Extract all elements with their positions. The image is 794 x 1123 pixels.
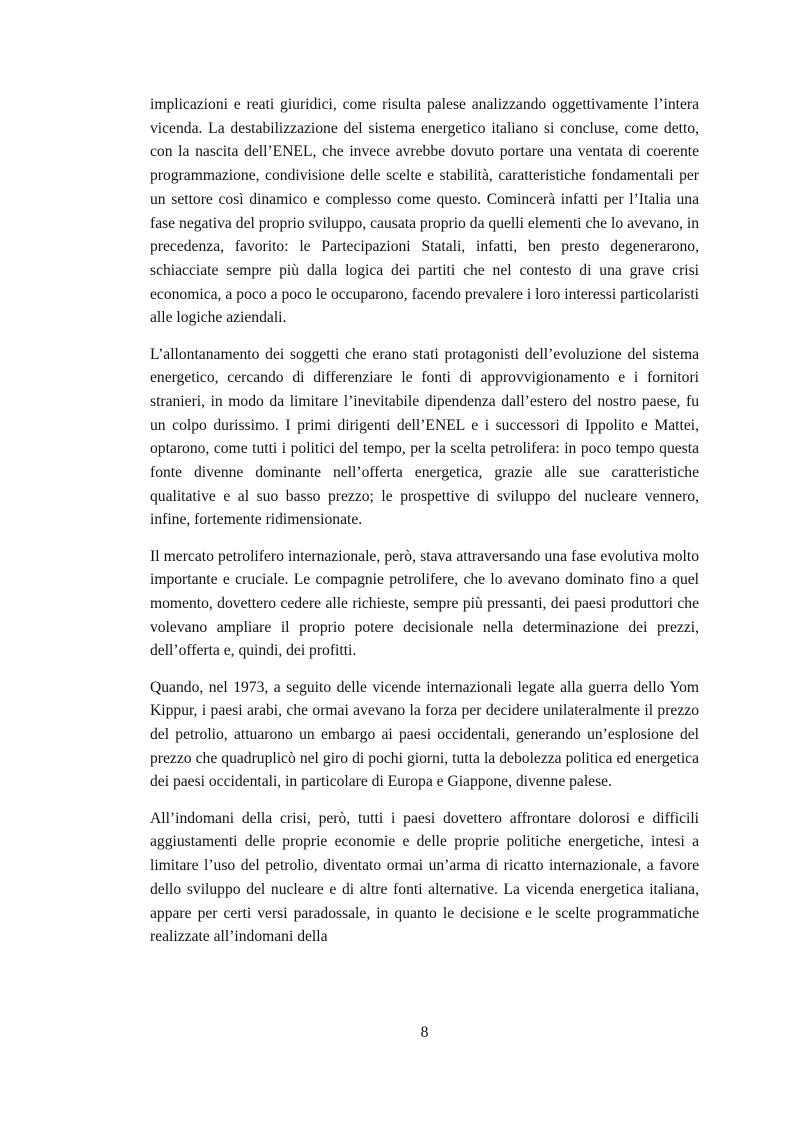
paragraph-4: Quando, nel 1973, a seguito delle vicende internazionali legate alla guerra dello Yom Kippur, i paesi arabi, che ormai avevano la forza per decidere unilateralmente il prezzo del petrolio, attuarono un embargo ai paesi occidentali, generando un’esplosione del prezzo che quadruplicò nel giro di pochi giorni, tutta la debolezza politica ed energetica dei paesi occidentali, in particolare di Europa e Giappone, divenne palese. <box>150 678 699 791</box>
paragraph-2: L’allontanamento dei soggetti che erano stati protagonisti dell’evoluzione del sistema energetico, cercando di differenziare le fonti di approvvigionamento e i fornitori stranieri, in modo da limitare l’inevitabile dipendenza dall’estero del nostro paese, fu un colpo durissimo. I primi dirigenti dell’ENEL e i successori di Ippolito e Mattei, optarono, come tutti i politici del tempo, per la scelta petrolifera: in poco tempo questa fonte divenne dominante nell’offerta energetica, grazie alle sue caratteristiche qualitative e al suo basso prezzo; le prospettive di sviluppo del nucleare vennero, infine, fortemente ridimensionate. <box>150 345 699 529</box>
page-number: 8 <box>420 1024 429 1041</box>
paragraph-5: All’indomani della crisi, però, tutti i paesi dovettero affrontare dolorosi e difficili aggiustamenti delle proprie economie e delle proprie politiche energetiche, intesi a limitare l’uso del petrolio, diventato ormai un’arma di ricatto internazionale, a favore dello sviluppo del nucleare e di altre fonti alternative. La vicenda energetica italiana, appare per certi versi paradossale, in quanto le decisione e le scelte programmatiche realizzate all’indomani della <box>150 809 699 946</box>
paragraph-1: implicazioni e reati giuridici, come risulta palese analizzando oggettivamente l’intera vicenda. La destabilizzazione del sistema energetico italiano si concluse, come detto, con la nascita dell’ENEL, che invece avrebbe dovuto portare una ventata di coerente programmazione, condivisione delle scelte e stabilità, caratteristiche fondamentali per un settore così dinamico e complesso come questo. Comincerà infatti per l’Italia una fase negativa del proprio sviluppo, causata proprio da quelli elementi che lo avevano, in precedenza, favorito: le Partecipazioni Statali, infatti, ben presto degenerarono, schiacciate sempre più dalla logica dei partiti che nel contesto di una grave crisi economica, a poco a poco le occuparono, facendo prevalere i loro interessi particolaristi alle logiche aziendali. <box>150 96 699 327</box>
body-text <box>150 93 699 961</box>
paragraph-3: Il mercato petrolifero internazionale, però, stava attraversando una fase evolutiva molto importante e cruciale. Le compagnie petrolifere, che lo avevano dominato fino a quel momento, dovettero cedere alle richieste, sempre più pressanti, dei paesi produttori che volevano ampliare il proprio potere decisionale nella determinazione dei prezzi, dell’offerta e, quindi, dei profitti. <box>150 547 699 660</box>
